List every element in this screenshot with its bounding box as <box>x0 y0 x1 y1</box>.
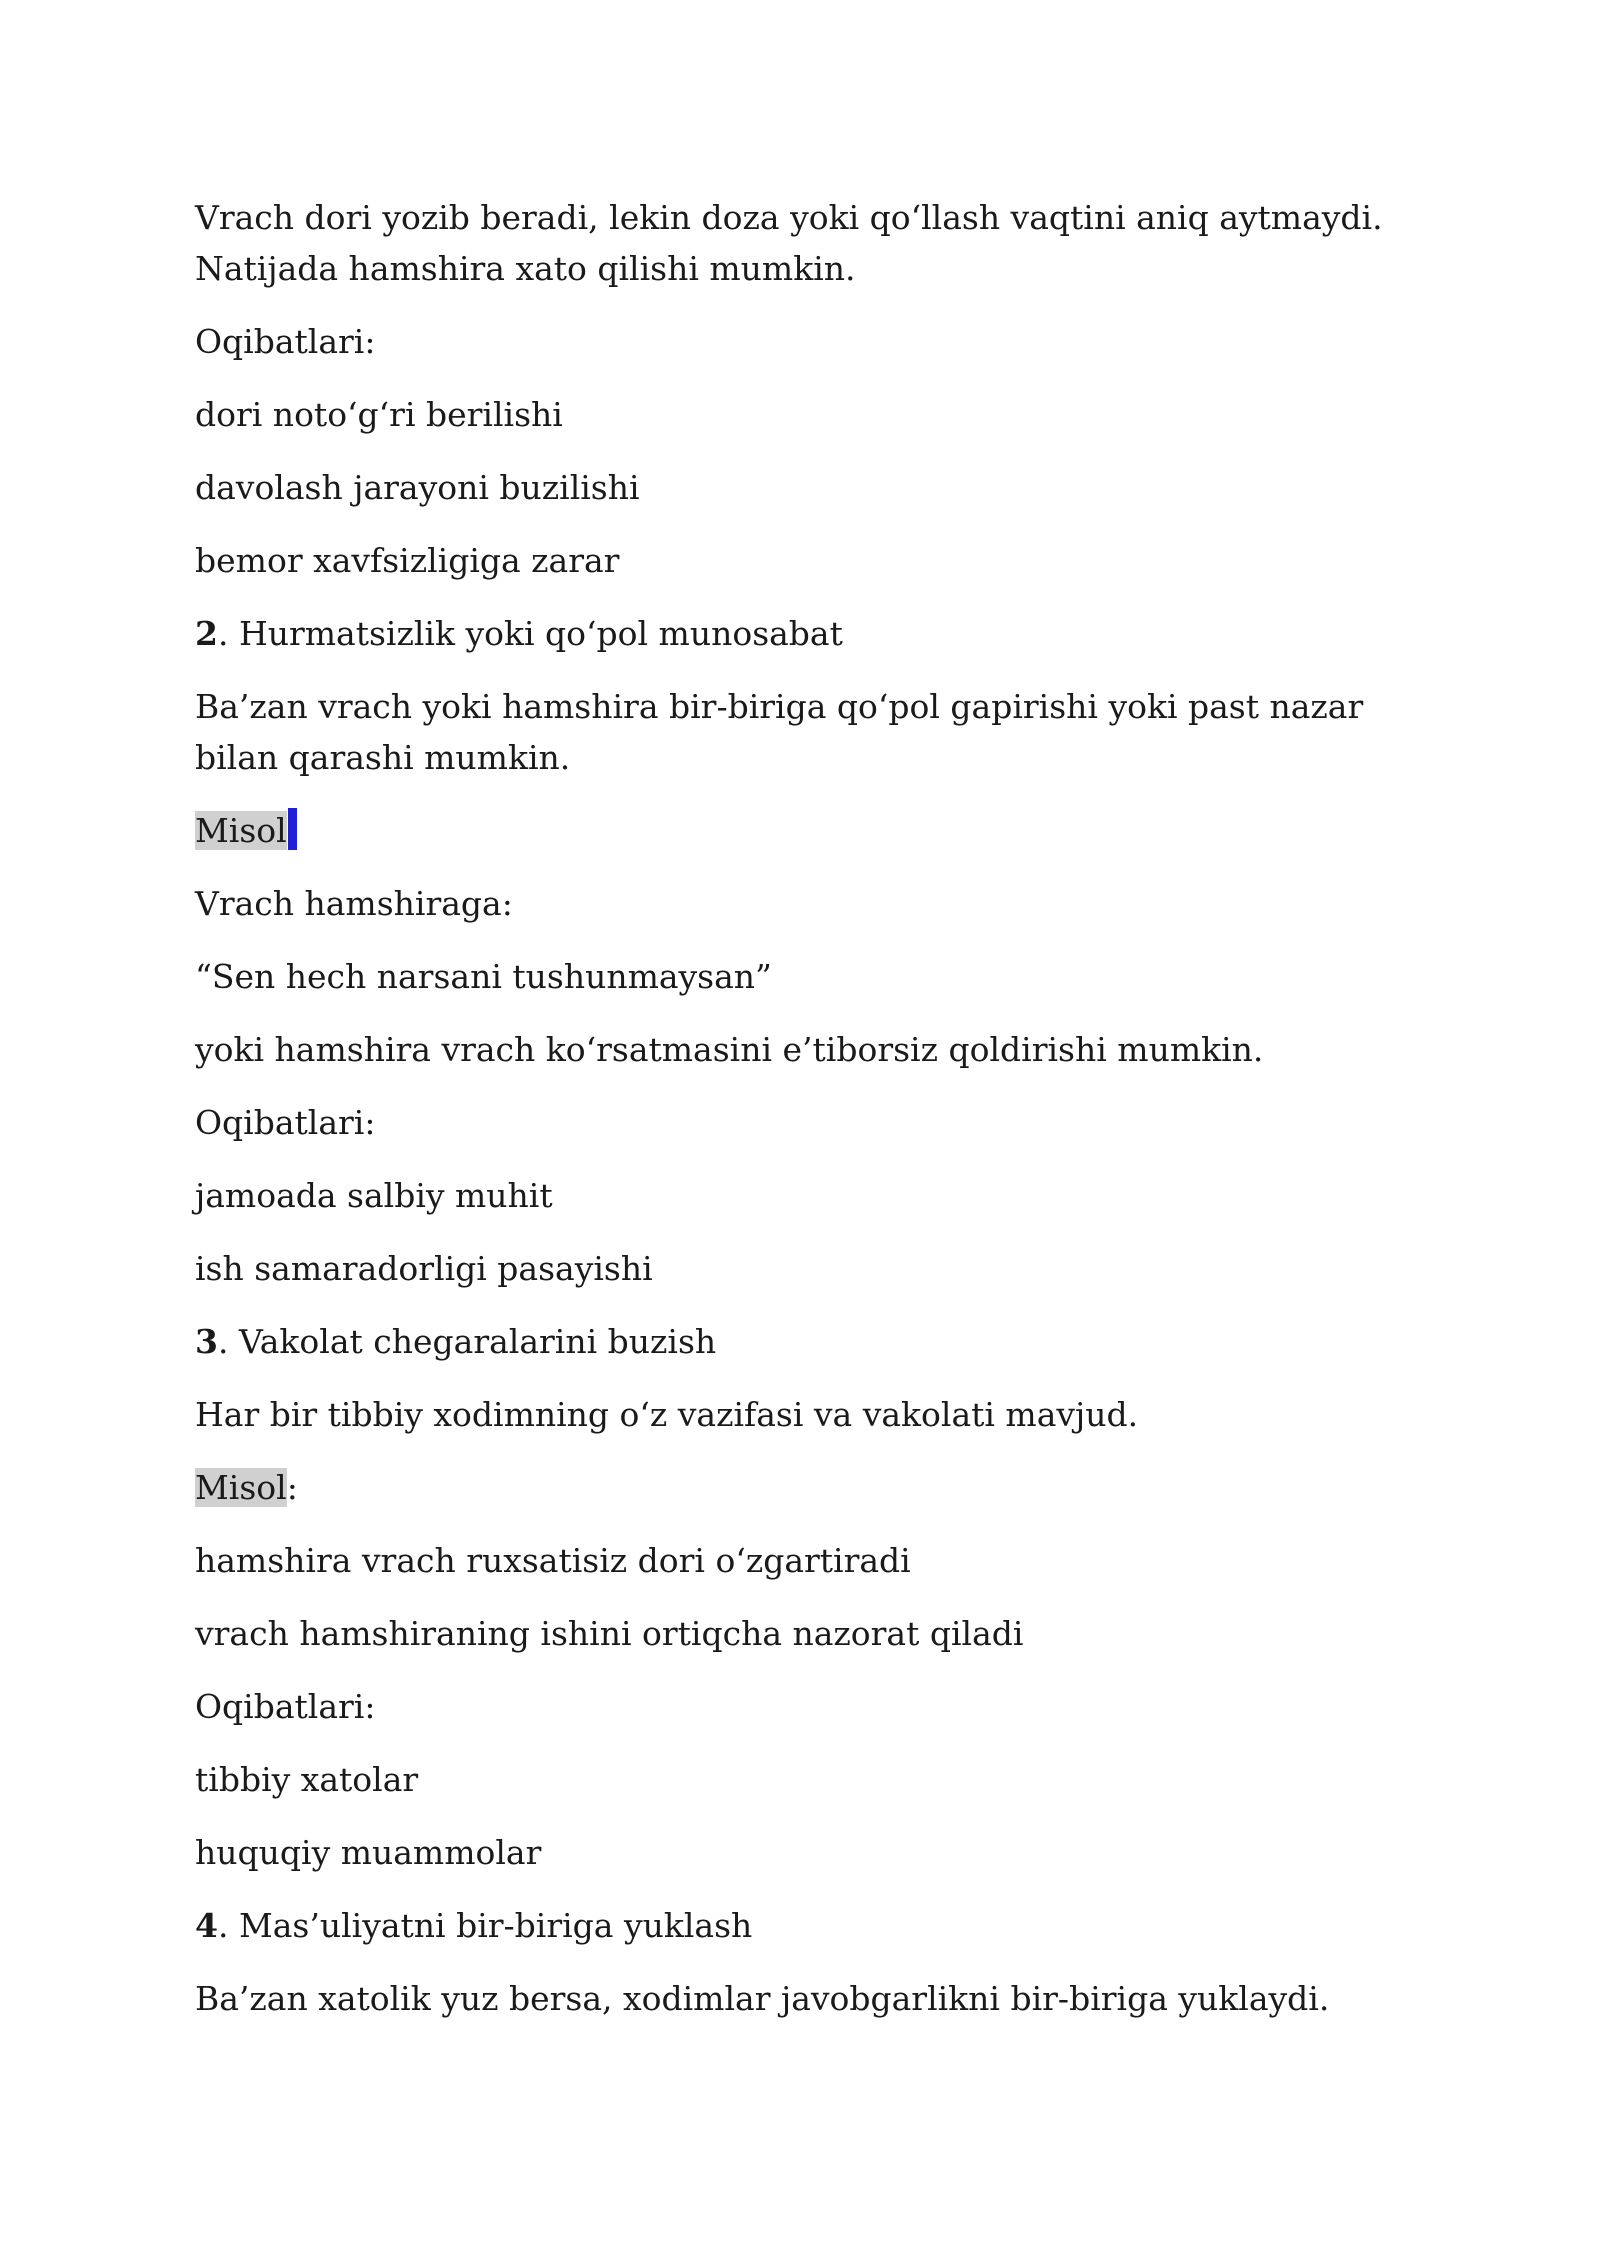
example-colon: : <box>286 1468 298 1507</box>
paragraph-description: Ba’zan vrach yoki hamshira bir-biriga qo‘pol gapirishi yoki past nazar bilan qarashi mumkin. <box>195 687 1364 777</box>
consequences-label: Oqibatlari: <box>195 1687 376 1726</box>
section-number: 3 <box>195 1322 218 1361</box>
example-line: vrach hamshiraning ishini ortiqcha nazorat qiladi <box>195 1614 1024 1653</box>
consequence-item: bemor xavfsizligiga zarar <box>195 541 620 580</box>
paragraph-description: Har bir tibbiy xodimning o‘z vazifasi va vakolati mavjud. <box>195 1395 1139 1434</box>
consequences-label: Oqibatlari: <box>195 322 376 361</box>
section-heading-3 <box>195 1316 1435 1367</box>
section-heading-4 <box>195 1900 1435 1951</box>
document-body[interactable] <box>195 192 1435 2046</box>
example-quote: “Sen hech narsani tushunmaysan” <box>195 957 772 996</box>
paragraph-description: Ba’zan xatolik yuz bersa, xodimlar javobgarlikni bir-biriga yuklaydi. <box>195 1979 1330 2018</box>
example-line: Vrach hamshiraga: <box>195 884 513 923</box>
consequence-item: ish samaradorligi pasayishi <box>195 1249 653 1288</box>
consequence-item: davolash jarayoni buzilishi <box>195 468 640 507</box>
consequence-item: huquqiy muammolar <box>195 1833 542 1872</box>
example-label <box>195 805 1435 856</box>
example-label <box>195 1462 1435 1513</box>
section-number: 4 <box>195 1906 218 1945</box>
section-heading-2 <box>195 608 1435 659</box>
section-title: . Hurmatsizlik yoki qo‘pol munosabat <box>217 614 843 653</box>
highlighted-text[interactable]: Misol <box>195 811 287 850</box>
consequence-item: dori noto‘g‘ri berilishi <box>195 395 563 434</box>
consequence-item: tibbiy xatolar <box>195 1760 419 1799</box>
section-number: 2 <box>195 614 218 653</box>
paragraph-intro: Vrach dori yozib beradi, lekin doza yoki qo‘llash vaqtini aniq aytmaydi. Natijada hamshira xato qilishi mumkin. <box>195 198 1383 288</box>
example-line: hamshira vrach ruxsatisiz dori o‘zgartiradi <box>195 1541 911 1580</box>
consequence-item: jamoada salbiy muhit <box>195 1176 553 1215</box>
example-line: yoki hamshira vrach ko‘rsatmasini e’tiborsiz qoldirishi mumkin. <box>195 1030 1264 1069</box>
consequences-label: Oqibatlari: <box>195 1103 376 1142</box>
text-cursor <box>288 808 297 850</box>
section-title: . Mas’uliyatni bir-biriga yuklash <box>217 1906 753 1945</box>
section-title: . Vakolat chegaralarini buzish <box>217 1322 717 1361</box>
highlighted-text[interactable]: Misol <box>195 1468 287 1507</box>
